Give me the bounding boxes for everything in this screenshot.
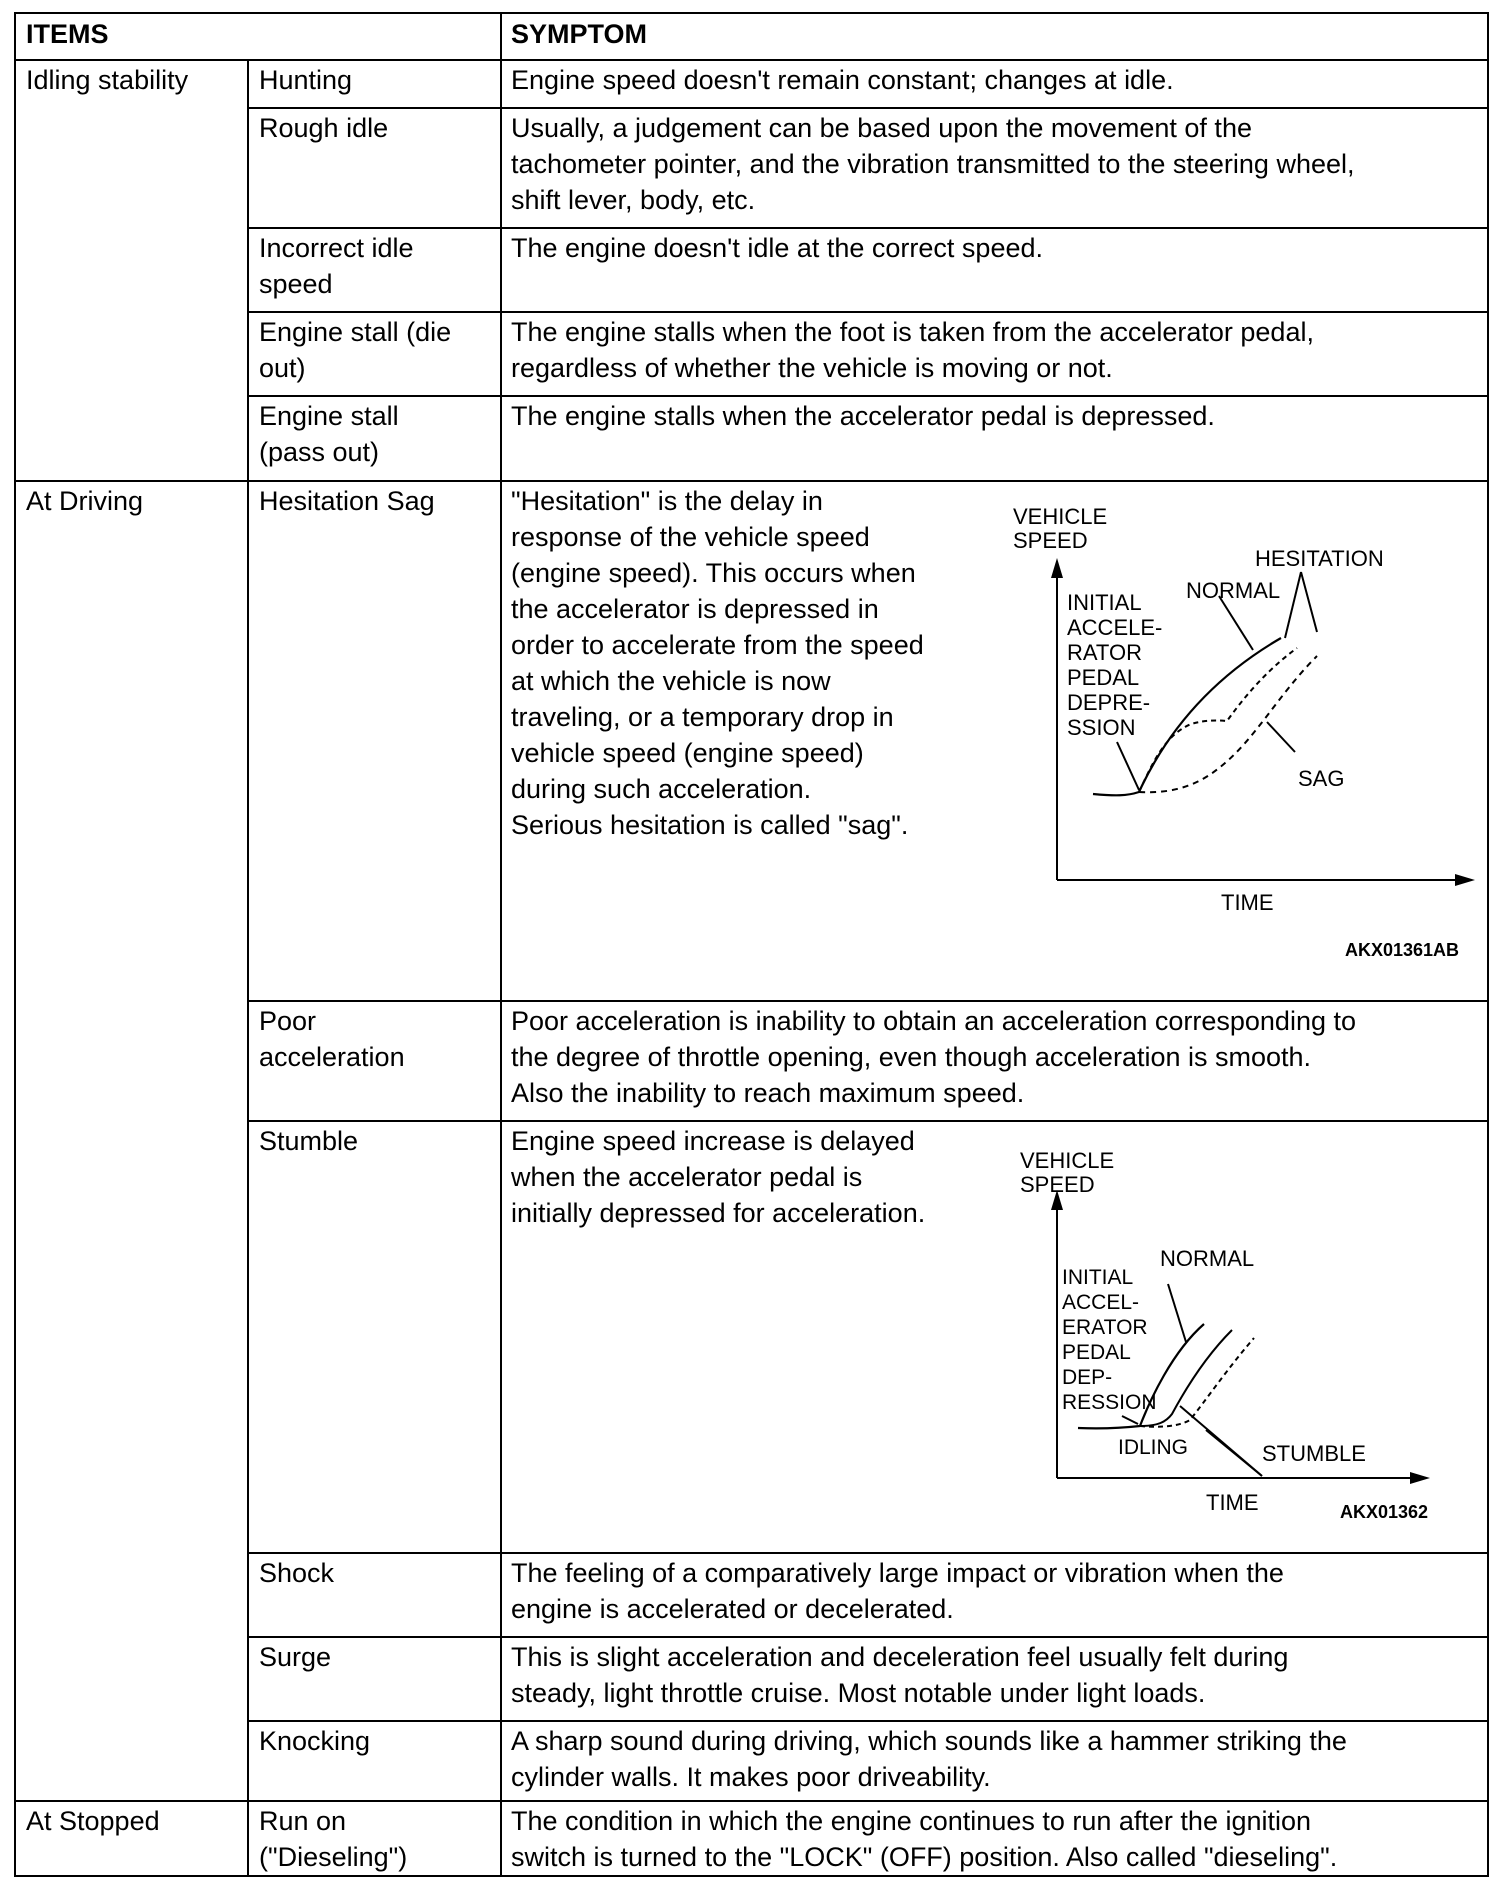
symptom-text: initially depressed for acceleration. — [511, 1198, 926, 1228]
y-axis-label: SPEED — [1020, 1172, 1095, 1197]
symptom-text: cylinder walls. It makes poor driveability. — [511, 1762, 991, 1792]
table-border-right — [1487, 12, 1489, 1877]
symptom-text: The engine stalls when the foot is taken from the accelerator pedal, — [511, 317, 1314, 347]
item-label: Hesitation Sag — [259, 486, 435, 516]
normal-label: NORMAL — [1160, 1246, 1255, 1271]
normal-leader — [1168, 1284, 1186, 1342]
symptom-text: response of the vehicle speed — [511, 522, 870, 552]
row-divider — [247, 1552, 1489, 1554]
symptom-text: (engine speed). This occurs when — [511, 558, 916, 588]
table-border-bottom — [14, 1875, 1489, 1877]
pedal-label: DEPRE- — [1067, 690, 1151, 715]
pedal-label: PEDAL — [1062, 1341, 1131, 1364]
pedal-label: RESSION — [1062, 1391, 1157, 1414]
symptom-text: The feeling of a comparatively large impact or vibration when the — [511, 1558, 1284, 1588]
group-label-idling: Idling stability — [26, 65, 189, 95]
item-label: acceleration — [259, 1042, 405, 1072]
pedal-label: RATOR — [1067, 640, 1142, 665]
item-label: Incorrect idle — [259, 233, 414, 263]
symptom-text: engine is accelerated or decelerated. — [511, 1594, 954, 1624]
item-label: speed — [259, 269, 333, 299]
stumble-diagram — [1010, 1138, 1450, 1546]
symptom-text: regardless of whether the vehicle is moving or not. — [511, 353, 1113, 383]
item-label: Rough idle — [259, 113, 389, 143]
pedal-label: ACCEL- — [1062, 1291, 1140, 1314]
symptom-text: during such acceleration. — [511, 774, 812, 804]
symptom-text: The engine stalls when the accelerator pedal is depressed. — [511, 401, 1215, 431]
figure-code: AKX01361AB — [1345, 940, 1460, 960]
symptom-text: the degree of throttle opening, even though acceleration is smooth. — [511, 1042, 1312, 1072]
figure-code: AKX01362 — [1340, 1502, 1429, 1522]
sag-leader — [1267, 722, 1295, 752]
pedal-label: INITIAL — [1062, 1266, 1134, 1289]
item-label: Engine stall (die — [259, 317, 452, 347]
item-label: Hunting — [259, 65, 353, 95]
y-axis-label: SPEED — [1013, 528, 1088, 553]
pedal-label: SSION — [1067, 715, 1136, 740]
group-divider-driving — [14, 480, 1489, 482]
column-divider-items — [247, 59, 249, 1877]
hesitation-leader — [1285, 572, 1301, 638]
normal-leader — [1219, 596, 1253, 650]
pedal-leader — [1117, 742, 1139, 790]
y-axis-label: VEHICLE — [1013, 504, 1108, 529]
stumble-label: STUMBLE — [1262, 1441, 1366, 1466]
hesitation-label: HESITATION — [1255, 546, 1384, 571]
sag-label: SAG — [1298, 766, 1345, 791]
symptom-text: steady, light throttle cruise. Most notable under light loads. — [511, 1678, 1206, 1708]
symptom-text: Serious hesitation is called "sag". — [511, 810, 909, 840]
symptom-text: "Hesitation" is the delay in — [511, 486, 823, 516]
symptom-text: vehicle speed (engine speed) — [511, 738, 864, 768]
symptom-text: order to accelerate from the speed — [511, 630, 924, 660]
item-label: Poor — [259, 1006, 317, 1036]
symptom-text: tachometer pointer, and the vibration transmitted to the steering wheel, — [511, 149, 1355, 179]
symptom-text: when the accelerator pedal is — [511, 1162, 863, 1192]
item-label: Run on — [259, 1806, 347, 1836]
item-label: ("Dieseling") — [259, 1842, 408, 1872]
column-divider-symptom — [500, 12, 502, 1877]
item-label: Surge — [259, 1642, 332, 1672]
header-items: ITEMS — [26, 19, 109, 49]
item-label: Engine stall — [259, 401, 399, 431]
hesitation-curve — [1139, 648, 1297, 792]
hesitation-leader — [1301, 572, 1317, 632]
symptom-text: traveling, or a temporary drop in — [511, 702, 894, 732]
row-divider — [247, 1000, 1489, 1002]
pedal-label: DEP- — [1062, 1366, 1113, 1389]
table-border-top — [14, 12, 1489, 14]
row-divider — [247, 1120, 1489, 1122]
pedal-label: PEDAL — [1067, 665, 1140, 690]
table-border-left — [14, 12, 16, 1877]
row-divider — [247, 311, 1489, 313]
group-label-stopped: At Stopped — [26, 1806, 160, 1836]
x-axis-label: TIME — [1206, 1490, 1259, 1515]
item-label: (pass out) — [259, 437, 380, 467]
symptom-text: Engine speed increase is delayed — [511, 1126, 915, 1156]
normal-label: NORMAL — [1186, 578, 1281, 603]
symptom-text: This is slight acceleration and deceleration feel usually felt during — [511, 1642, 1289, 1672]
hesitation-sag-diagram — [1005, 500, 1475, 970]
symptom-text: Usually, a judgement can be based upon the movement of the — [511, 113, 1252, 143]
symptom-text: The engine doesn't idle at the correct speed. — [511, 233, 1043, 263]
x-axis-label: TIME — [1221, 890, 1274, 915]
idling-label: IDLING — [1118, 1436, 1189, 1459]
symptom-text: Engine speed doesn't remain constant; changes at idle. — [511, 65, 1174, 95]
symptom-text: the accelerator is depressed in — [511, 594, 879, 624]
group-divider-stopped — [14, 1800, 1489, 1802]
item-label: out) — [259, 353, 306, 383]
row-divider — [247, 395, 1489, 397]
header-symptom: SYMPTOM — [511, 19, 648, 49]
item-label: Shock — [259, 1558, 335, 1588]
symptom-text: at which the vehicle is now — [511, 666, 831, 696]
symptom-text: shift lever, body, etc. — [511, 185, 756, 215]
row-divider — [247, 1720, 1489, 1722]
symptom-text: The condition in which the engine continues to run after the ignition — [511, 1806, 1312, 1836]
stumble-curve — [1140, 1338, 1254, 1427]
header-divider — [14, 59, 1489, 61]
pedal-label: ACCELE- — [1067, 615, 1163, 640]
symptom-text: Poor acceleration is inability to obtain an acceleration corresponding to — [511, 1006, 1357, 1036]
row-divider — [247, 227, 1489, 229]
pedal-leader — [1122, 1416, 1138, 1424]
y-axis-label: VEHICLE — [1020, 1148, 1115, 1173]
symptom-text: Also the inability to reach maximum speed. — [511, 1078, 1025, 1108]
pedal-label: ERATOR — [1062, 1316, 1148, 1339]
group-label-driving: At Driving — [26, 486, 144, 516]
item-label: Stumble — [259, 1126, 359, 1156]
stumble-leader — [1206, 1430, 1262, 1476]
item-label: Knocking — [259, 1726, 371, 1756]
symptom-text: A sharp sound during driving, which sounds like a hammer striking the — [511, 1726, 1347, 1756]
row-divider — [247, 1636, 1489, 1638]
symptom-text: switch is turned to the "LOCK" (OFF) position. Also called "dieseling". — [511, 1842, 1338, 1872]
pedal-label: INITIAL — [1067, 590, 1142, 615]
idling-curve — [1078, 1426, 1140, 1428]
row-divider — [247, 107, 1489, 109]
